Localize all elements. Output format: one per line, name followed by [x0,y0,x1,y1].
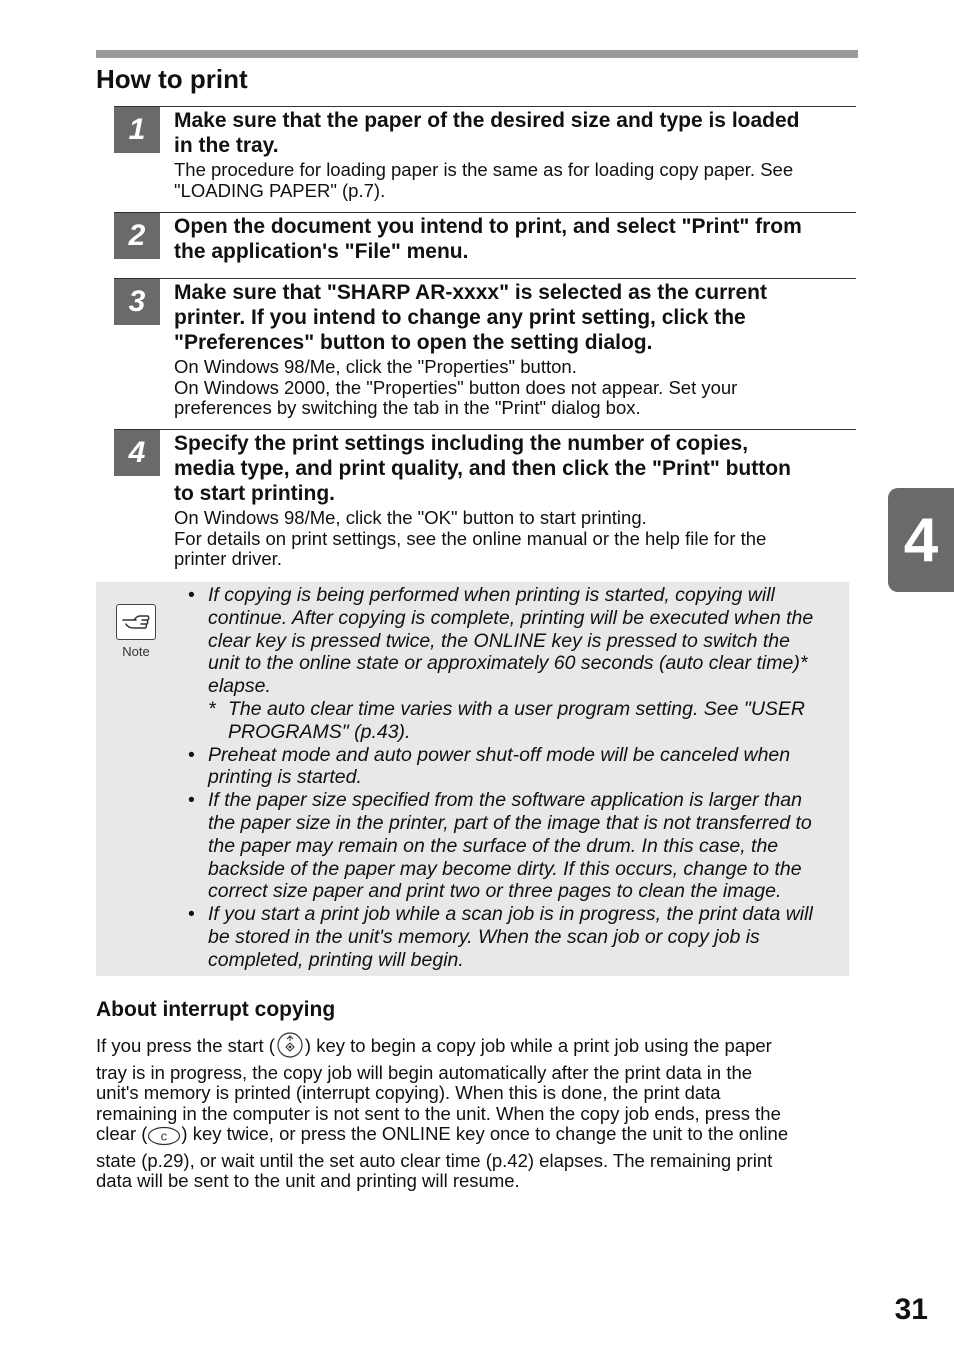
step-title: Open the document you intend to print, and select "Print" from the application's "File" menu. [174,215,802,263]
footnote: * The auto clear time varies with a user program setting. See "USER PROGRAMS" (p.43). [208,697,806,743]
step-description: On Windows 98/Me, click the "Properties" button. On Windows 2000, the "Properties" button does not appear. Set your preferences by switching the tab in the "Print" dialog box. [174,356,738,418]
step-number: 1 [114,107,160,153]
footnote-mark: * [208,697,216,720]
step-4 [114,429,856,570]
chapter-tab: 4 [888,488,954,592]
top-rule [96,50,858,58]
list-item: • Preheat mode and auto power shut-off mode will be canceled when printing is started. [188,744,838,790]
list-item: • If you start a print job while a scan job is in progress, the print data will be stored in the unit's memory. When the scan job or copy job is completed, printing will begin. [188,903,838,971]
step-number: 4 [114,430,160,476]
start-key-icon [275,1032,305,1063]
step-number: 3 [114,279,160,325]
note-badge [116,604,156,659]
step-title: Make sure that the paper of the desired size and type is loaded in the tray. [174,109,800,157]
step-3 [114,278,856,419]
note-list [188,584,838,972]
clear-key-glyph: c [161,1128,168,1144]
section-heading: About interrupt copying [96,998,336,1021]
pointing-hand-icon [116,604,156,640]
step-2 [114,212,856,264]
interrupt-paragraph: If you press the start ( ) key to begin a copy job while a print job using the paper tray is in progress, the copy job will begin automatically after the print data in the unit's memory is printed (interrupt copying). When this is done, the print data remaining in the computer is not sent to the unit. When the copy job ends, press the clear ( c ) key twice, or press the ONLINE key once to change the unit to the online state (p.29), or wait until the set auto clear time (p.42) elapses. The remaining print data will be sent to the unit and printing will resume. [96,1032,856,1192]
step-1 [114,106,856,201]
list-item: • If copying is being performed when printing is started, copying will continue. After copying is complete, printing will be executed when the clear key is pressed twice, the ONLINE key is pressed to switch the unit to the online state or approximately 60 seconds (auto clear time)* elapse. * The auto clear time varies with a user program setting. See "USER PROGRAMS" (p.43). [188,584,838,744]
page-number: 31 [894,1293,928,1326]
step-description: The procedure for loading paper is the same as for loading copy paper. See "LOADING PAPER" (p.7). [174,159,794,201]
step-number: 2 [114,213,160,259]
step-title: Make sure that "SHARP AR-xxxx" is selected as the current printer. If you intend to change any print setting, click the "Preferences" button to open the setting dialog. [174,281,767,354]
list-item: • If the paper size specified from the software application is larger than the paper size in the printer, part of the image that is not transferred to the paper may remain on the surface of the drum. In this case, the backside of the paper may become dirty. If this occurs, change to the correct size paper and print two or three pages to clean the image. [188,789,838,903]
clear-key-icon [147,1126,181,1151]
note-box [96,582,849,976]
step-description: On Windows 98/Me, click the "OK" button to start printing. For details on print settings, see the online manual or the help file for the printer driver. [174,507,767,569]
page-title: How to print [96,64,248,94]
step-title: Specify the print settings including the number of copies, media type, and print quality, and then click the "Print" button to start printing. [174,432,791,505]
note-label: Note [122,644,150,659]
